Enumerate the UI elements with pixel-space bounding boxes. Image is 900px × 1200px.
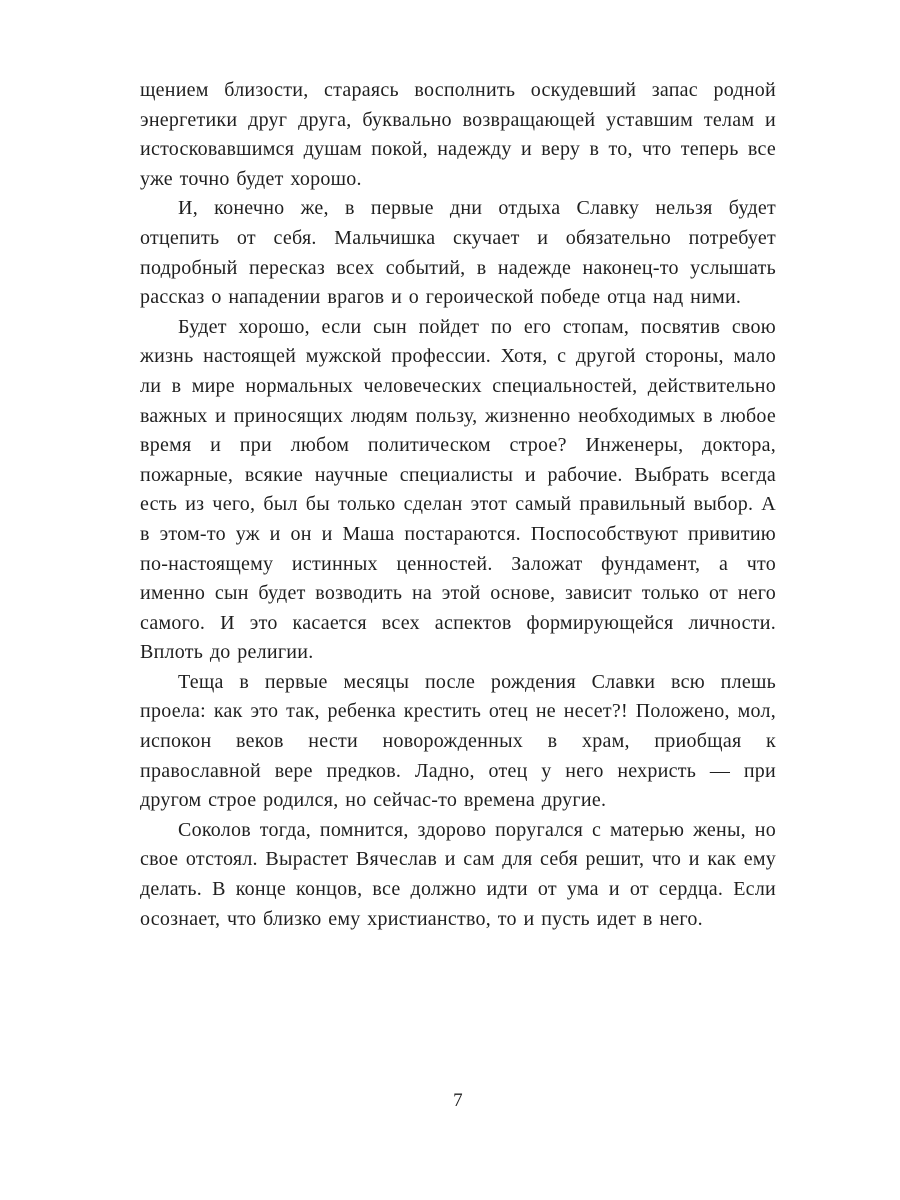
paragraph: Соколов тогда, помнится, здорово поругался с матерью жены, но свое отстоял. Вырастет Вячеслав и сам для себя решит, что и как ему делать. В конце концов, все должно идти от ума и от сердца. Если осознает, что близко ему христианство, то и пусть идет в него. [140,818,776,930]
paragraph: Теща в первые месяцы после рождения Славки всю плешь проела: как это так, ребенка крестить отец не несет?! Положено, мол, испокон веков нести новорожденных в храм, приобщая к православной вере предков. Ладно, отец у него нехристь — при другом строе родился, но сейчас-то времена другие. [140,670,776,812]
paragraph: щением близости, стараясь восполнить оскудевший запас родной энергетики друг друга, буквально возвращающей уставшим телам и истосковавшимся душам покой, надежду и веру в то, что теперь все уже точно будет хорошо. [140,79,776,190]
paragraph: И, конечно же, в первые дни отдыха Славку нельзя будет отцепить от себя. Мальчишка скучает и обязательно потребует подробный пересказ всех событий, в надежде наконец-то услышать рассказ о нападении врагов и о героической победе отца над ними. [140,197,776,309]
page-number: 7 [453,1090,463,1111]
paragraph: Будет хорошо, если сын пойдет по его стопам, посвятив свою жизнь настоящей мужской профессии. Хотя, с другой стороны, мало ли в мире нормальных человеческих специальностей, действительно важных и приносящих людям пользу, жизненно необходимых в любое время и при любом политическом строе? Инженеры, доктора, пожарные, всякие научные специалисты и рабочие. Выбрать всегда есть из чего, был бы только сделан этот самый правильный выбор. А в этом-то уж и он и Маша постараются. Поспособствуют привитию по-настоящему истинных ценностей. Заложат фундамент, а что именно сын будет возводить на этой основе, зависит только от него самого. И это касается всех аспектов формирующейся личности. Вплоть до религии. [140,315,776,664]
book-page-text-block [140,76,776,934]
